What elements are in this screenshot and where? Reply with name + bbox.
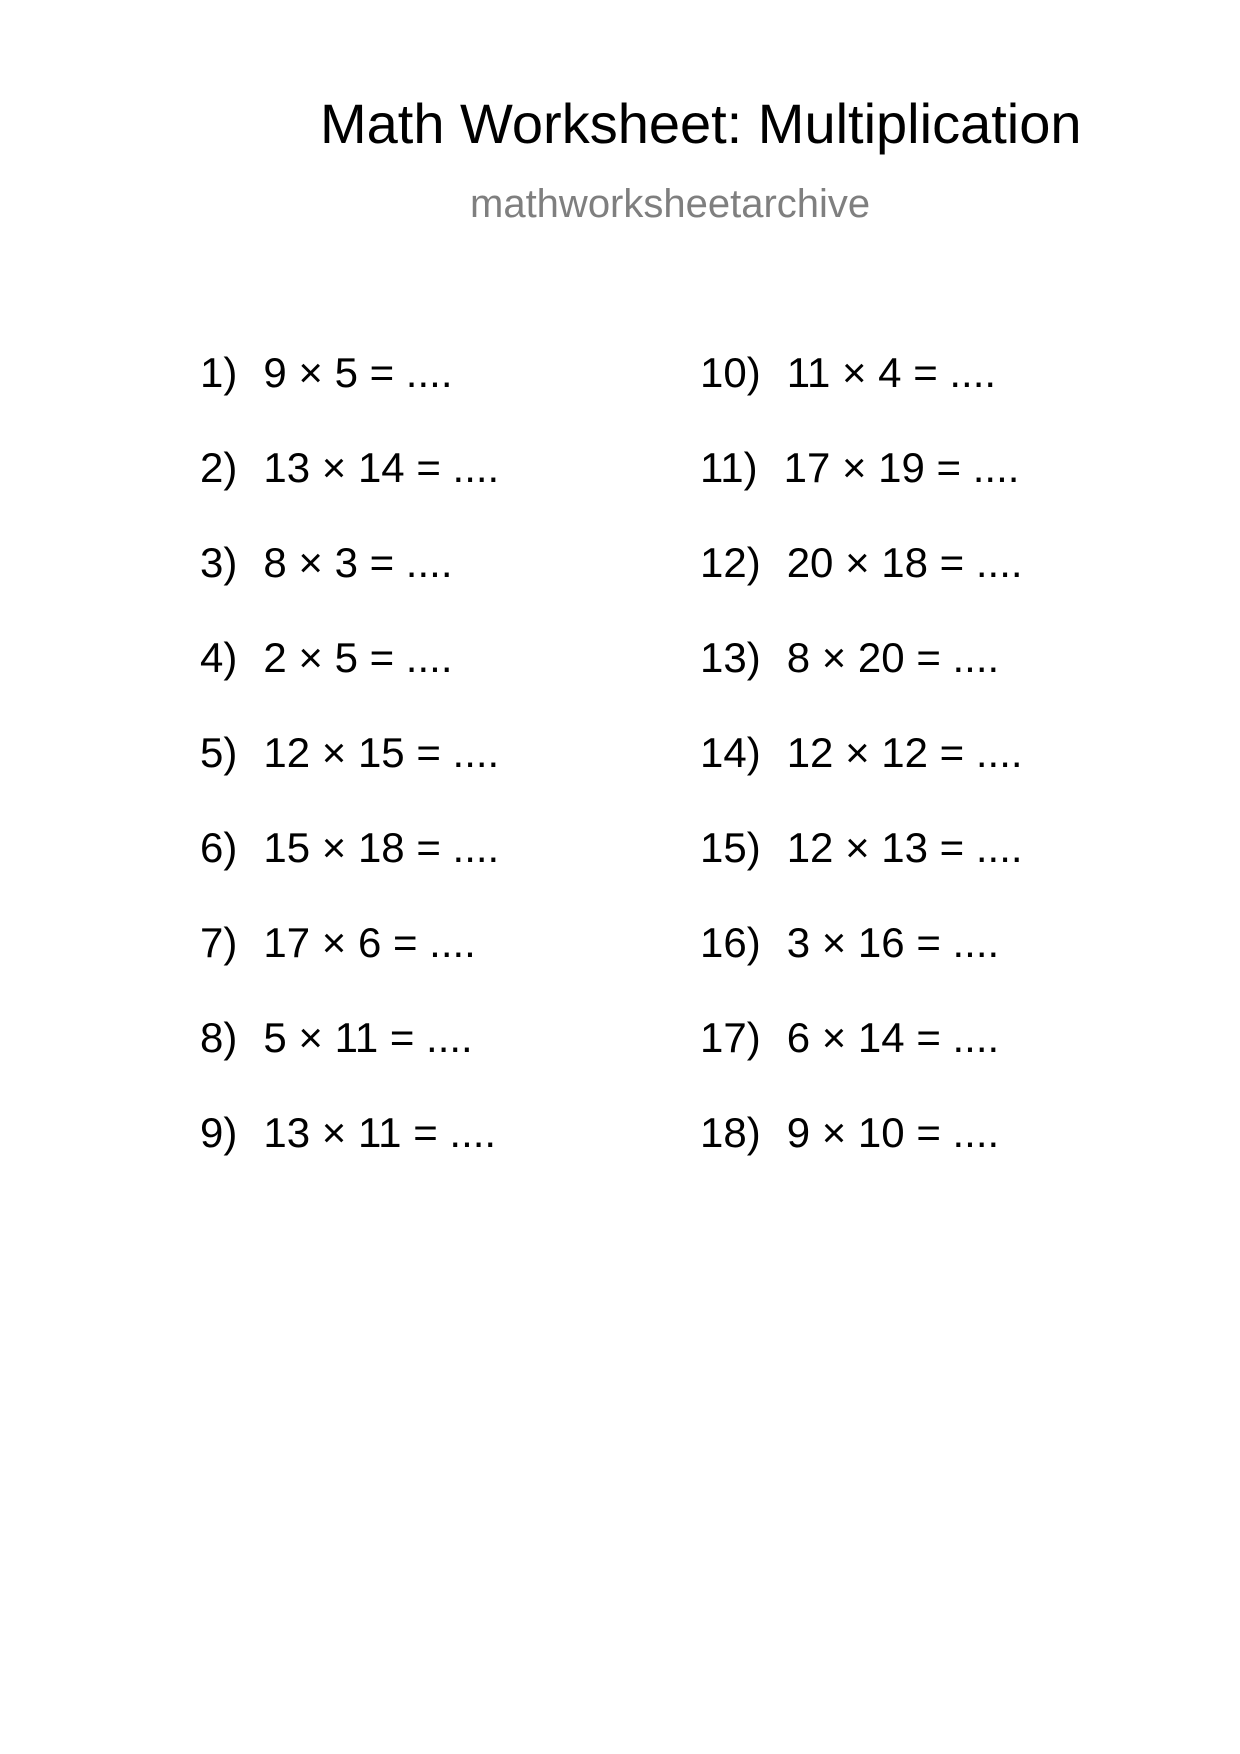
problem-item (200, 1014, 499, 1112)
problem-column-right (700, 349, 1023, 1207)
problem-expression: 2 × 5 = .... (263, 634, 453, 681)
problem-number: 5) (200, 729, 238, 776)
worksheet-subtitle: mathworksheetarchive (470, 182, 871, 226)
problem-item (200, 729, 500, 827)
problem-number: 15) (700, 824, 761, 871)
problem-expression: 13 × 11 = .... (263, 1109, 497, 1156)
problem-item (200, 634, 499, 732)
problem-item (200, 349, 499, 447)
problem-number: 11) (700, 444, 758, 491)
problem-item (200, 824, 500, 922)
problem-item (700, 919, 1023, 1017)
problem-expression: 17 × 19 = .... (783, 444, 1020, 491)
problem-item (700, 444, 1023, 542)
problem-expression: 9 × 5 = .... (263, 349, 453, 396)
problem-item (700, 539, 1023, 637)
problem-number: 13) (700, 634, 761, 681)
problem-expression: 15 × 18 = .... (263, 824, 500, 871)
problem-expression: 11 × 4 = .... (786, 349, 997, 396)
problem-number: 1) (200, 349, 238, 396)
problem-expression: 17 × 6 = .... (263, 919, 476, 966)
problem-item (700, 1109, 1023, 1207)
problem-expression: 6 × 14 = .... (786, 1014, 1000, 1061)
problem-number: 12) (700, 539, 761, 586)
problem-number: 8) (200, 1014, 238, 1061)
problem-expression: 8 × 3 = .... (263, 539, 453, 586)
problem-item (700, 729, 1023, 827)
problem-expression: 3 × 16 = .... (786, 919, 1000, 966)
problem-number: 6) (200, 824, 238, 871)
problem-item (700, 824, 1023, 922)
problem-number: 7) (200, 919, 238, 966)
problem-number: 17) (700, 1014, 761, 1061)
problem-number: 10) (700, 349, 761, 396)
problem-number: 3) (200, 539, 238, 586)
problem-item (700, 634, 1023, 732)
problem-expression: 20 × 18 = .... (786, 539, 1023, 586)
problem-expression: 12 × 13 = .... (786, 824, 1023, 871)
problem-number: 4) (200, 634, 238, 681)
problem-number: 16) (700, 919, 761, 966)
problem-expression: 12 × 15 = .... (263, 729, 500, 776)
worksheet-title: Math Worksheet: Multiplication (320, 92, 1082, 155)
problem-item (700, 349, 1023, 447)
problem-expression: 12 × 12 = .... (786, 729, 1023, 776)
problem-item (200, 539, 499, 637)
problem-item (700, 1014, 1023, 1112)
problem-item (200, 444, 500, 542)
problem-expression: 8 × 20 = .... (786, 634, 1000, 681)
problem-item (200, 919, 499, 1017)
problem-column-left (200, 349, 500, 1207)
problem-number: 14) (700, 729, 761, 776)
problem-expression: 9 × 10 = .... (786, 1109, 1000, 1156)
problem-expression: 13 × 14 = .... (263, 444, 500, 491)
problem-item (200, 1109, 499, 1207)
problem-number: 18) (700, 1109, 761, 1156)
problem-expression: 5 × 11 = .... (263, 1014, 473, 1061)
problem-number: 9) (200, 1109, 238, 1156)
problem-number: 2) (200, 444, 238, 491)
